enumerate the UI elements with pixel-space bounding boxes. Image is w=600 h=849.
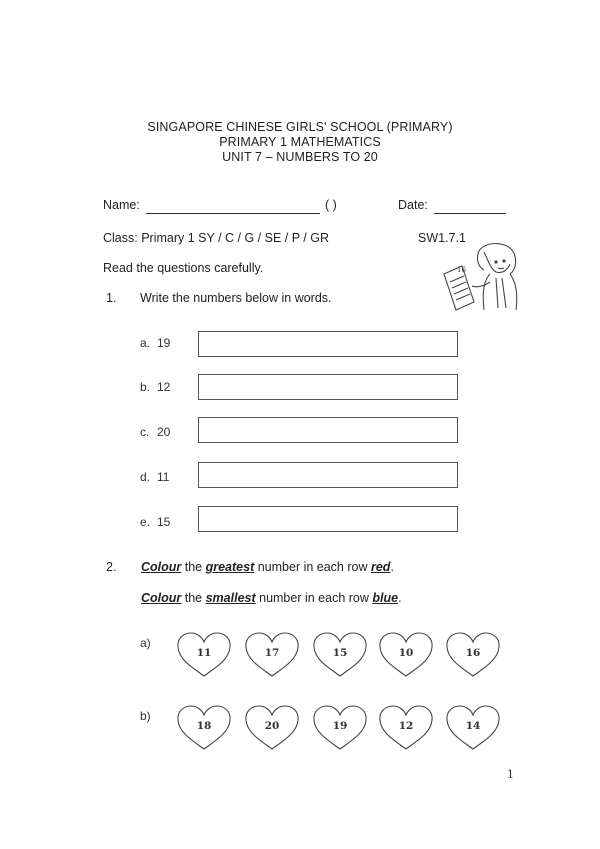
heart-shape[interactable]: [311, 630, 369, 680]
heart-number: 16: [465, 647, 481, 659]
keyword: Colour: [141, 560, 182, 574]
heart-shape[interactable]: [444, 703, 502, 753]
item-label: c.: [140, 425, 150, 439]
heart-number: 17: [264, 647, 280, 659]
unit-title: UNIT 7 – NUMBERS TO 20: [222, 150, 378, 164]
name-field[interactable]: [146, 213, 320, 214]
keyword: smallest: [205, 591, 256, 605]
heart-shape[interactable]: [243, 703, 301, 753]
item-value: 11: [157, 470, 170, 484]
text-part: number in each row: [255, 591, 373, 605]
date-field[interactable]: [434, 213, 506, 214]
text-part: number in each row: [254, 560, 371, 574]
item-label: e.: [140, 515, 151, 529]
item-label: a.: [140, 336, 151, 350]
index-number-field[interactable]: ( ): [325, 198, 337, 212]
keyword: greatest: [205, 560, 255, 574]
heart-shape[interactable]: [175, 630, 233, 680]
heart-row-label: a): [140, 636, 151, 650]
answer-box-b[interactable]: [198, 374, 458, 400]
text-part: the: [181, 560, 206, 574]
girl-holding-worksheet-icon: [438, 238, 526, 318]
q2-number: 2.: [106, 560, 117, 574]
name-label: Name:: [103, 198, 140, 212]
class-label: Class: Primary 1 SY / C / G / SE / P / GR: [103, 231, 329, 245]
item-label: d.: [140, 470, 151, 484]
heart-number: 18: [196, 720, 212, 732]
heart-shape[interactable]: [311, 703, 369, 753]
answer-box-d[interactable]: [198, 462, 458, 488]
heart-shape[interactable]: [377, 630, 435, 680]
heart-number: 11: [196, 647, 212, 659]
heart-number: 12: [398, 720, 414, 732]
answer-box-a[interactable]: [198, 331, 458, 357]
sheet-mark: 16: [457, 266, 466, 274]
instruction-text: Read the questions carefully.: [103, 261, 264, 275]
heart-shape[interactable]: [175, 703, 233, 753]
text-part: .: [390, 560, 394, 574]
item-label: b.: [140, 380, 151, 394]
heart-number: 15: [332, 647, 348, 659]
worksheet-code: SW1.7.1: [418, 231, 466, 245]
date-label: Date:: [398, 198, 428, 212]
q1-number: 1.: [106, 291, 117, 305]
item-value: 19: [157, 336, 171, 350]
heart-number: 19: [332, 720, 348, 732]
heart-number: 14: [465, 720, 481, 732]
heart-number: 20: [264, 720, 280, 732]
item-value: 12: [157, 380, 171, 394]
q1-text: Write the numbers below in words.: [140, 291, 332, 305]
page-number: 1: [507, 768, 514, 781]
item-value: 15: [157, 515, 171, 529]
item-value: 20: [157, 425, 171, 439]
text-part: .: [398, 591, 402, 605]
answer-box-c[interactable]: [198, 417, 458, 443]
heart-shape[interactable]: [243, 630, 301, 680]
heart-shape[interactable]: [377, 703, 435, 753]
heart-number: 10: [398, 647, 414, 659]
q2-instruction-blue: [141, 591, 402, 605]
keyword: blue: [372, 591, 399, 605]
subject-title: PRIMARY 1 MATHEMATICS: [219, 135, 381, 149]
heart-row-label: b): [140, 709, 151, 723]
text-part: the: [181, 591, 206, 605]
answer-box-e[interactable]: [198, 506, 458, 532]
q2-instruction-red: [141, 560, 394, 574]
keyword: red: [370, 560, 391, 574]
heart-shape[interactable]: [444, 630, 502, 680]
keyword: Colour: [141, 591, 182, 605]
school-title: SINGAPORE CHINESE GIRLS' SCHOOL (PRIMARY): [147, 120, 453, 134]
